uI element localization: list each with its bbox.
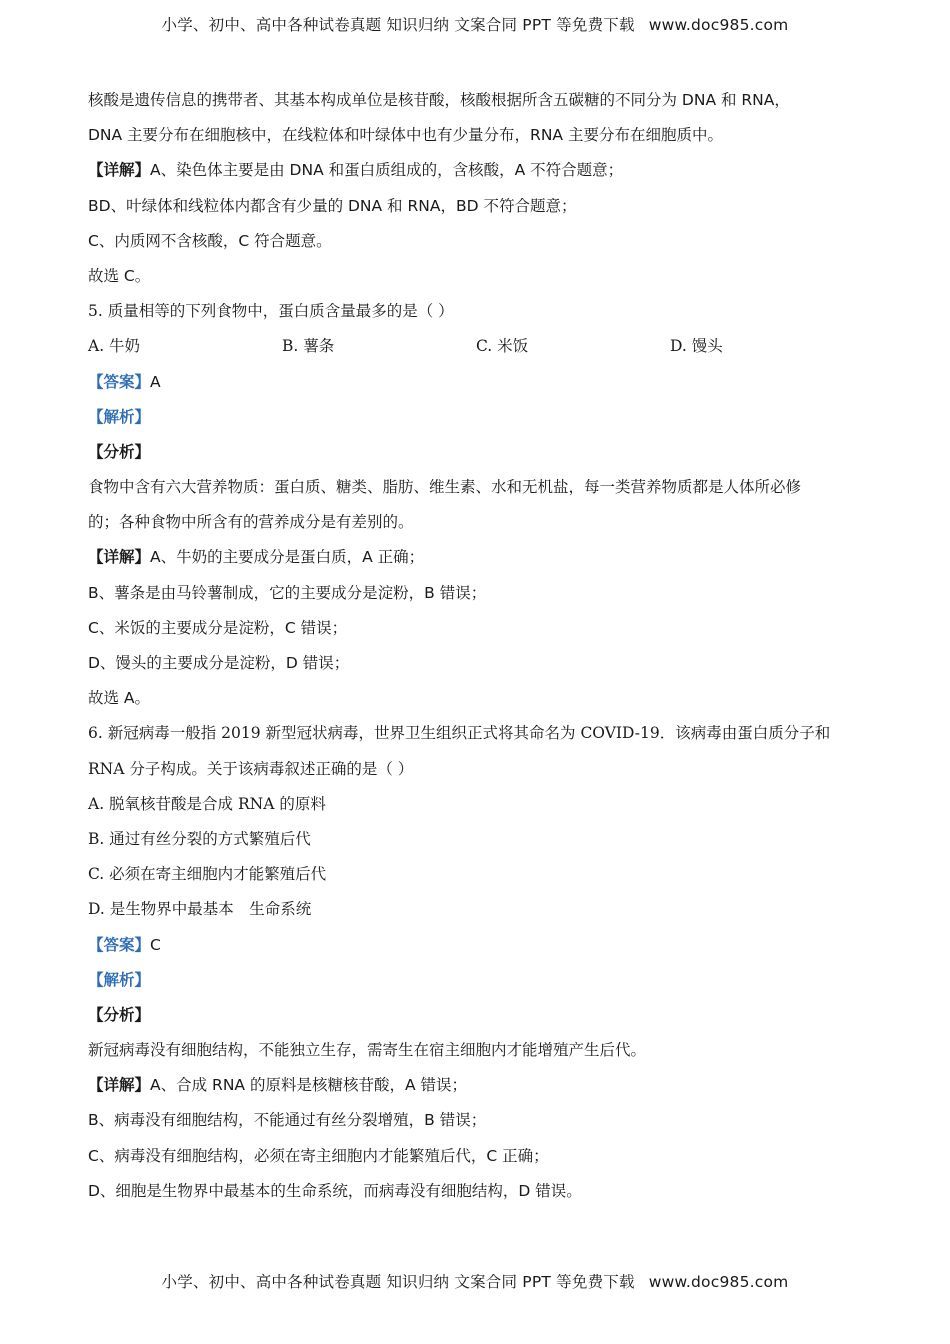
q5-jiexi [88, 403, 868, 438]
q6-option-d: D. 是生物界中最基本 生命系统 [88, 900, 312, 919]
q6-answer [88, 931, 868, 966]
prev-analysis-line-1: 核酸是遗传信息的携带者、其基本构成单位是核苷酸，核酸根据所含五碳糖的不同分为 DNA 和 RNA， [88, 91, 790, 109]
page-header [0, 13, 950, 35]
q6-stem-line-1: 6. 新冠病毒一般指 2019 新型冠状病毒，世界卫生组织正式将其命名为 COVID-19．该病毒由蛋白质分子和 [88, 724, 831, 743]
answer-value: A [150, 372, 161, 391]
jiexi-tag: 【解析】 [88, 407, 151, 426]
q5-choose: 故选 A。 [88, 689, 151, 708]
q5-detail-a [88, 543, 868, 578]
q6-detail-d: D、细胞是生物界中最基本的生命系统，而病毒没有细胞结构，D 错误。 [88, 1181, 582, 1200]
q5-option-b: B. 薯条 [282, 337, 335, 356]
answer-value: C [150, 935, 161, 954]
q6-detail-b: B、病毒没有细胞结构，不能通过有丝分裂增殖，B 错误； [88, 1111, 487, 1130]
q6-detail-c: C、病毒没有细胞结构，必须在寄主细胞内才能繁殖后代，C 正确； [88, 1146, 549, 1165]
footer-url[interactable]: www.doc985.com [648, 1273, 789, 1291]
detail-text: A、合成 RNA 的原料是核糖核苷酸，A 错误； [150, 1076, 467, 1095]
prev-detail-a [88, 156, 868, 191]
detail-text: A、染色体主要是由 DNA 和蛋白质组成的，含核酸，A 不符合题意； [150, 161, 624, 180]
q6-jiexi [88, 966, 868, 1001]
q5-options [88, 332, 868, 367]
jiexi-tag: 【解析】 [88, 970, 151, 989]
prev-detail-bd: BD、叶绿体和线粒体内都含有少量的 DNA 和 RNA，BD 不符合题意； [88, 196, 577, 215]
fenxi-tag: 【分析】 [88, 1005, 151, 1024]
q6-option-a: A. 脱氧核苷酸是合成 RNA 的原料 [88, 794, 326, 813]
detail-text: A、牛奶的主要成分是蛋白质，A 正确； [150, 548, 425, 567]
page-footer [0, 1270, 950, 1292]
header-url[interactable]: www.doc985.com [648, 16, 789, 34]
q6-fenxi-line-1: 新冠病毒没有细胞结构，不能独立生存，需寄生在宿主细胞内才能增殖产生后代。 [88, 1041, 647, 1060]
fenxi-tag: 【分析】 [88, 442, 151, 461]
q5-detail-c: C、米饭的主要成分是淀粉，C 错误； [88, 618, 348, 637]
q5-stem: 5. 质量相等的下列食物中，蛋白质含量最多的是（ ） [88, 302, 454, 321]
detail-tag: 【详解】 [88, 548, 151, 567]
footer-text: 小学、初中、高中各种试卷真题 知识归纳 文案合同 PPT 等免费下载 [161, 1273, 635, 1291]
q5-fenxi-line-1: 食物中含有六大营养物质：蛋白质、糖类、脂肪、维生素、水和无机盐，每一类营养物质都是人体所必修 [88, 478, 802, 497]
document-body [88, 86, 868, 1212]
q6-fenxi [88, 1001, 868, 1036]
prev-detail-c: C、内质网不含核酸，C 符合题意。 [88, 231, 332, 250]
q6-detail-a [88, 1071, 868, 1106]
detail-tag: 【详解】 [88, 1076, 151, 1095]
q5-answer [88, 368, 868, 403]
q6-stem-line-2: RNA 分子构成。关于该病毒叙述正确的是（ ） [88, 759, 414, 778]
header-text: 小学、初中、高中各种试卷真题 知识归纳 文案合同 PPT 等免费下载 [161, 16, 635, 34]
prev-analysis-line-2: DNA 主要分布在细胞核中，在线粒体和叶绿体中也有少量分布，RNA 主要分布在细胞质中。 [88, 126, 723, 145]
detail-tag: 【详解】 [88, 161, 151, 180]
answer-tag: 【答案】 [88, 935, 151, 954]
q5-detail-d: D、馒头的主要成分是淀粉，D 错误； [88, 654, 350, 672]
q5-fenxi [88, 438, 868, 473]
q6-option-b: B. 通过有丝分裂的方式繁殖后代 [88, 829, 311, 848]
prev-choose: 故选 C。 [88, 266, 151, 285]
q5-detail-b: B、薯条是由马铃薯制成，它的主要成分是淀粉，B 错误； [88, 583, 487, 602]
q5-option-a: A. 牛奶 [88, 337, 141, 356]
q6-option-c: C. 必须在寄主细胞内才能繁殖后代 [88, 865, 327, 884]
q5-option-d: D. 馒头 [670, 337, 723, 356]
q5-fenxi-line-2: 的；各种食物中所含有的营养成分是有差别的。 [88, 513, 414, 532]
q5-option-c: C. 米饭 [476, 337, 529, 356]
answer-tag: 【答案】 [88, 372, 151, 391]
